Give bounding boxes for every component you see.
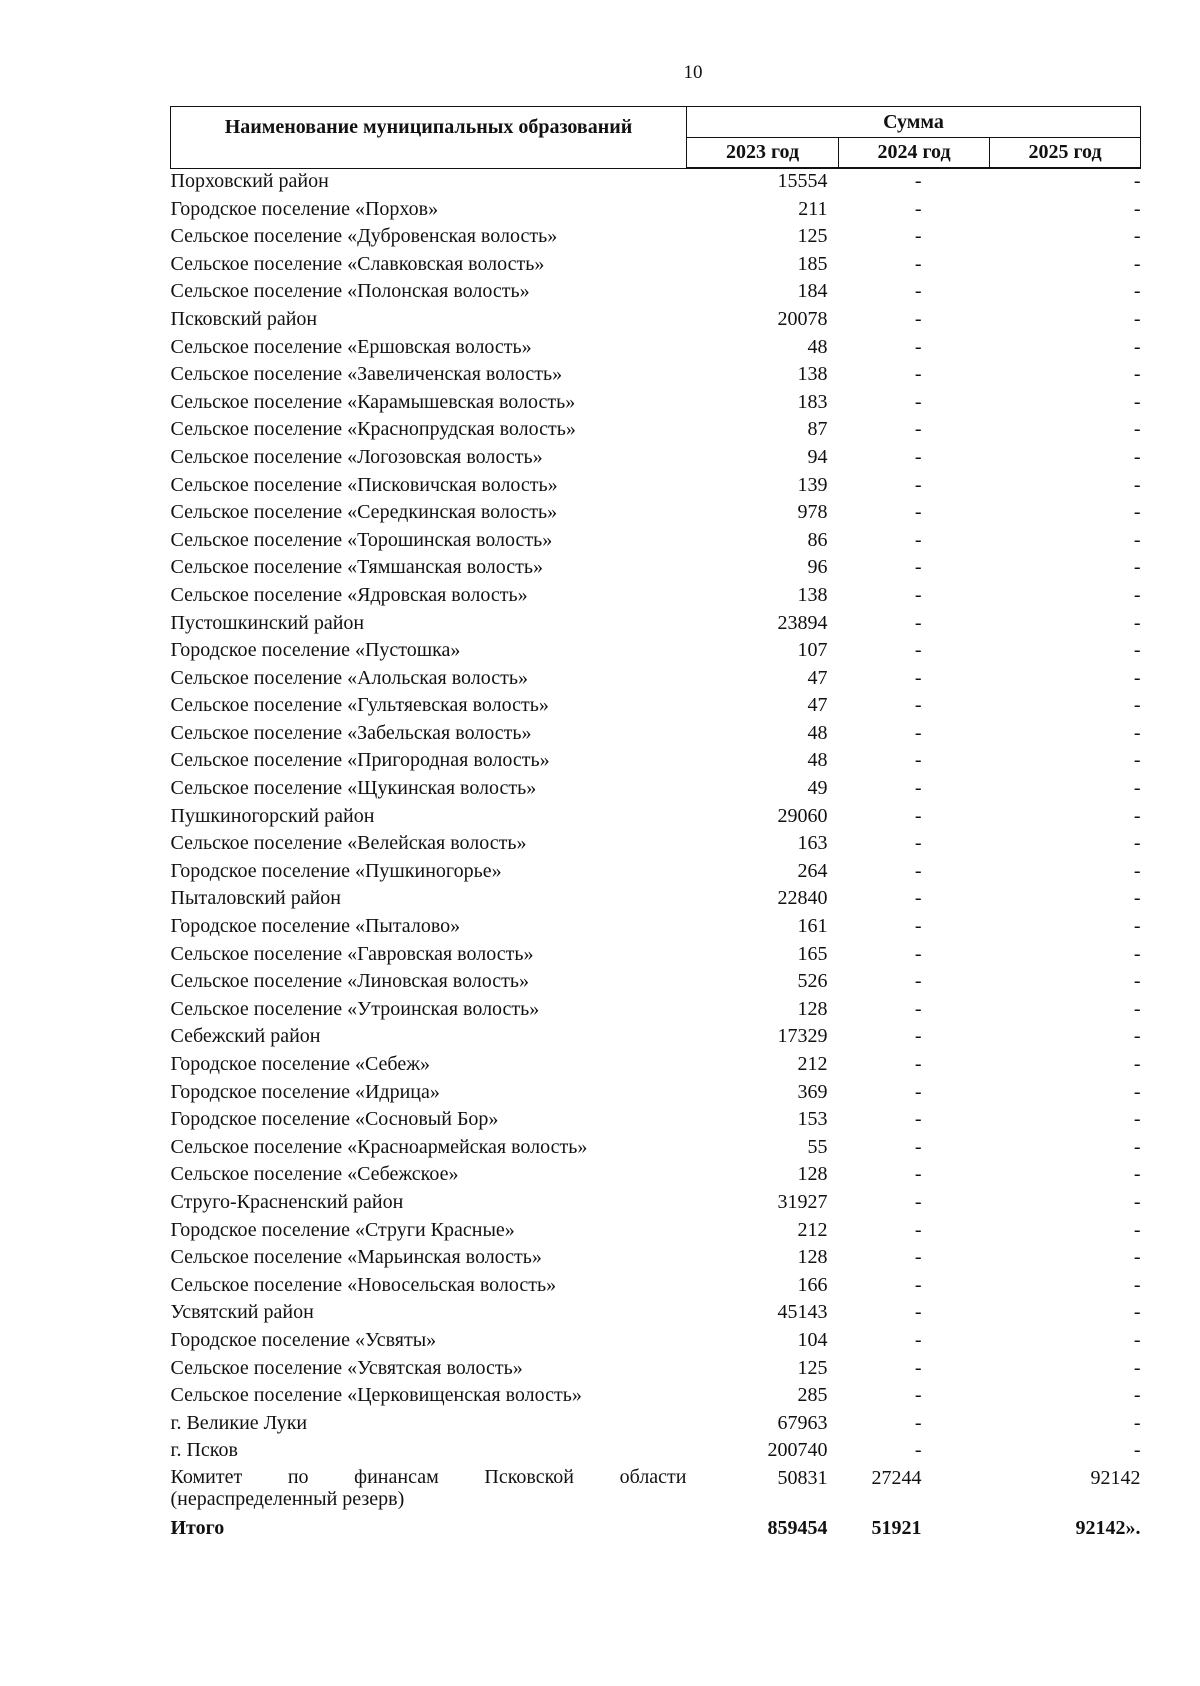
row-name: Сельское поселение «Середкинская волость» (170, 501, 558, 524)
row-name: Сельское поселение «Марьинская волость» (170, 1246, 542, 1269)
row-name: Сельское поселение «Щукинская волость» (170, 777, 537, 800)
header-year-2025: 2025 год (990, 138, 1141, 169)
row-name: Сельское поселение «Велейская волость» (170, 832, 527, 855)
row-value-2024: - (914, 197, 922, 220)
row-value-2023: 165 (797, 942, 828, 965)
committee-value-2024: 27244 (871, 1466, 922, 1489)
row-value-2025: - (1133, 583, 1141, 606)
row-value-2023: 17329 (777, 1025, 828, 1048)
row-value-2023: 29060 (777, 804, 828, 827)
committee-value-2023: 50831 (777, 1466, 828, 1489)
header-year-2023: 2023 год (687, 138, 839, 169)
table-body (171, 168, 1141, 1544)
row-value-2023: 185 (797, 252, 828, 275)
row-name: Сельское поселение «Тямшанская волость» (170, 556, 544, 579)
row-value-2025: - (1133, 777, 1141, 800)
row-value-2024: - (914, 418, 922, 441)
row-value-2023: 107 (797, 639, 828, 662)
row-value-2025: - (1133, 528, 1141, 551)
table-row (171, 500, 1141, 528)
row-value-2025: - (1133, 1135, 1141, 1158)
row-value-2025: - (1133, 942, 1141, 965)
row-value-2025: - (1133, 363, 1141, 386)
header-sum-col: Сумма (687, 107, 1141, 138)
row-value-2024: - (914, 970, 922, 993)
row-value-2025: - (1133, 252, 1141, 275)
committee-name-line1: Комитет по финансам Псковской области (170, 1465, 687, 1488)
row-value-2023: 139 (797, 473, 828, 496)
row-name: Сельское поселение «Писковичская волость» (170, 473, 558, 496)
table-row (171, 362, 1141, 390)
row-value-2025: - (1133, 473, 1141, 496)
total-value-2023: 859454 (767, 1516, 828, 1539)
row-value-2023: 94 (807, 445, 828, 468)
table-row (171, 1383, 1141, 1411)
row-name: Сельское поселение «Пригородная волость» (170, 749, 550, 772)
row-value-2024: - (914, 859, 922, 882)
row-name: Сельское поселение «Красноармейская волость» (170, 1135, 588, 1158)
row-value-2025: - (1133, 915, 1141, 938)
row-value-2024: - (914, 611, 922, 634)
table-row (171, 197, 1141, 225)
table-row (171, 390, 1141, 418)
row-value-2025: - (1133, 997, 1141, 1020)
header-year-2024: 2024 год (839, 138, 990, 169)
row-value-2024: - (914, 942, 922, 965)
row-value-2024: - (914, 721, 922, 744)
table-row (171, 252, 1141, 280)
row-name: Сельское поселение «Алольская волость» (170, 666, 528, 689)
row-name: Сельское поселение «Новосельская волость» (170, 1273, 557, 1296)
row-name: Сельское поселение «Себежское» (170, 1163, 459, 1186)
committee-row (171, 1466, 1141, 1510)
row-value-2024: - (914, 280, 922, 303)
row-value-2024: - (914, 363, 922, 386)
total-value-2024: 51921 (871, 1516, 922, 1539)
row-value-2024: - (914, 473, 922, 496)
table-row (171, 1107, 1141, 1135)
row-value-2023: 86 (807, 528, 828, 551)
table-row (171, 1190, 1141, 1218)
row-value-2025: - (1133, 611, 1141, 634)
row-value-2023: 48 (807, 721, 828, 744)
row-name: г. Псков (170, 1439, 238, 1462)
row-value-2025: - (1133, 694, 1141, 717)
row-value-2023: 48 (807, 335, 828, 358)
row-value-2023: 128 (797, 1246, 828, 1269)
row-value-2024: - (914, 694, 922, 717)
row-name: Городское поселение «Сосновый Бор» (170, 1108, 499, 1131)
row-name: Сельское поселение «Ядровская волость» (170, 583, 528, 606)
table-row (171, 1135, 1141, 1163)
row-value-2023: 47 (807, 694, 828, 717)
row-value-2025: - (1133, 887, 1141, 910)
row-name: Порховский район (170, 169, 329, 192)
row-value-2024: - (914, 1273, 922, 1296)
row-name: Сельское поселение «Карамышевская волость» (170, 390, 576, 413)
table-row (171, 528, 1141, 556)
row-value-2025: - (1133, 749, 1141, 772)
row-value-2025: - (1133, 197, 1141, 220)
row-name: Сельское поселение «Славковская волость» (170, 252, 545, 275)
table-row (171, 1438, 1141, 1466)
row-value-2025: - (1133, 1163, 1141, 1186)
row-value-2025: - (1133, 1025, 1141, 1048)
row-value-2023: 67963 (777, 1411, 828, 1434)
row-value-2023: 104 (797, 1328, 828, 1351)
table-row (171, 307, 1141, 335)
row-value-2024: - (914, 666, 922, 689)
row-value-2024: - (914, 639, 922, 662)
row-value-2023: 978 (797, 501, 828, 524)
row-value-2024: - (914, 997, 922, 1020)
row-value-2024: - (914, 1356, 922, 1379)
table-row (171, 168, 1141, 197)
table-row (171, 279, 1141, 307)
row-value-2025: - (1133, 1439, 1141, 1462)
row-value-2025: - (1133, 501, 1141, 524)
table-row (171, 1162, 1141, 1190)
row-value-2024: - (914, 528, 922, 551)
row-value-2025: - (1133, 1053, 1141, 1075)
table-row (171, 942, 1141, 970)
table-row (171, 611, 1141, 639)
table-row (171, 776, 1141, 804)
row-value-2025: - (1133, 225, 1141, 248)
row-value-2025: - (1133, 445, 1141, 468)
header-name-col: Наименование муниципальных образований (171, 107, 687, 169)
row-name: Сельское поселение «Дубровенская волость» (170, 225, 558, 248)
table-row (171, 1328, 1141, 1356)
row-value-2024: - (914, 583, 922, 606)
row-value-2024: - (914, 335, 922, 358)
row-name: Пустошкинский район (170, 611, 365, 634)
row-value-2023: 48 (807, 749, 828, 772)
row-value-2024: - (914, 804, 922, 827)
row-value-2024: - (914, 1246, 922, 1269)
table-row (171, 335, 1141, 363)
table-row (171, 1024, 1141, 1052)
row-value-2025: - (1133, 1328, 1141, 1351)
row-value-2024: - (914, 556, 922, 579)
table-row (171, 638, 1141, 666)
row-name: Сельское поселение «Линовская волость» (170, 970, 530, 993)
row-value-2024: - (914, 1190, 922, 1213)
table-row (171, 1411, 1141, 1439)
row-value-2024: - (914, 1135, 922, 1158)
row-value-2024: - (914, 1025, 922, 1048)
row-value-2023: 47 (807, 666, 828, 689)
row-value-2024: - (914, 1439, 922, 1462)
row-value-2024: - (914, 307, 922, 330)
table-row (171, 721, 1141, 749)
row-value-2023: 96 (807, 556, 828, 579)
row-value-2023: 264 (797, 859, 828, 882)
row-value-2023: 138 (797, 363, 828, 386)
table-row (171, 1300, 1141, 1328)
committee-row-name (171, 1466, 687, 1510)
row-value-2023: 212 (797, 1218, 828, 1241)
row-value-2023: 49 (807, 777, 828, 800)
table-row (171, 886, 1141, 914)
row-value-2023: 161 (797, 915, 828, 938)
row-value-2025: - (1133, 1411, 1141, 1434)
row-value-2024: - (914, 390, 922, 413)
table-row (171, 555, 1141, 583)
row-value-2023: 212 (797, 1053, 828, 1075)
table-row (171, 831, 1141, 859)
row-name: г. Великие Луки (170, 1411, 308, 1434)
row-value-2023: 125 (797, 225, 828, 248)
row-name: Струго-Красненский район (170, 1190, 404, 1213)
row-name: Сельское поселение «Гавровская волость» (170, 942, 534, 965)
row-name: Сельское поселение «Усвятская волость» (170, 1356, 523, 1379)
table-row (171, 1356, 1141, 1384)
table-row (171, 914, 1141, 942)
row-value-2023: 211 (798, 197, 828, 220)
row-value-2025: - (1133, 280, 1141, 303)
row-value-2023: 153 (797, 1108, 828, 1131)
row-name: Городское поселение «Усвяты» (170, 1328, 437, 1351)
row-value-2023: 138 (797, 583, 828, 606)
row-value-2025: - (1133, 1273, 1141, 1296)
row-value-2023: 125 (797, 1356, 828, 1379)
row-value-2024: - (914, 915, 922, 938)
row-value-2025: - (1133, 1080, 1141, 1103)
table-row (171, 693, 1141, 721)
row-value-2023: 22840 (777, 887, 828, 910)
table-row (171, 1218, 1141, 1246)
committee-name-line2: (нераспределенный резерв) (170, 1487, 405, 1510)
row-value-2025: - (1133, 1218, 1141, 1241)
committee-value-2025: 92142 (1090, 1466, 1141, 1489)
row-value-2023: 15554 (777, 170, 828, 192)
row-value-2023: 87 (807, 418, 828, 441)
row-name: Себежский район (170, 1025, 321, 1048)
row-value-2024: - (914, 170, 922, 192)
table-row (171, 445, 1141, 473)
row-value-2023: 285 (797, 1384, 828, 1407)
row-value-2023: 45143 (777, 1301, 828, 1324)
row-value-2025: - (1133, 1190, 1141, 1213)
table-row (171, 224, 1141, 252)
row-name: Городское поселение «Пыталово» (170, 915, 461, 938)
row-value-2024: - (914, 252, 922, 275)
table-header (171, 107, 1141, 169)
row-value-2025: - (1133, 859, 1141, 882)
row-name: Пушкиногорский район (170, 804, 375, 827)
table-row (171, 997, 1141, 1025)
row-value-2024: - (914, 1163, 922, 1186)
page-number: 10 (683, 62, 703, 83)
row-name: Сельское поселение «Завеличенская волость» (170, 363, 563, 386)
row-value-2025: - (1133, 1356, 1141, 1379)
row-name: Сельское поселение «Утроинская волость» (170, 997, 540, 1020)
row-value-2024: - (914, 1080, 922, 1103)
row-value-2024: - (914, 1053, 922, 1075)
row-value-2025: - (1133, 170, 1141, 192)
row-value-2024: - (914, 1218, 922, 1241)
row-value-2024: - (914, 1384, 922, 1407)
table-row (171, 1052, 1141, 1080)
row-value-2025: - (1133, 335, 1141, 358)
table-row (171, 859, 1141, 887)
row-name: Сельское поселение «Краснопрудская волость» (170, 418, 576, 441)
row-value-2023: 128 (797, 997, 828, 1020)
total-row (171, 1510, 1141, 1544)
table-row (171, 969, 1141, 997)
row-name: Городское поселение «Идрица» (170, 1080, 440, 1103)
row-value-2023: 31927 (777, 1190, 828, 1213)
table-row (171, 804, 1141, 832)
row-value-2024: - (914, 1411, 922, 1434)
row-value-2025: - (1133, 1246, 1141, 1269)
table-row (171, 583, 1141, 611)
total-row-label: Итого (170, 1516, 225, 1539)
row-value-2024: - (914, 887, 922, 910)
row-name: Городское поселение «Пустошка» (170, 639, 461, 662)
row-name: Сельское поселение «Логозовская волость» (170, 445, 543, 468)
row-value-2023: 166 (797, 1273, 828, 1296)
row-value-2023: 184 (797, 280, 828, 303)
row-value-2025: - (1133, 418, 1141, 441)
row-name: Сельское поселение «Гультяевская волость» (170, 694, 549, 717)
row-name: Усвятский район (170, 1301, 314, 1324)
row-value-2023: 55 (807, 1135, 828, 1158)
row-name: Сельское поселение «Забельская волость» (170, 721, 532, 744)
row-value-2023: 23894 (777, 611, 828, 634)
table-row (171, 417, 1141, 445)
table-row (171, 1273, 1141, 1301)
row-value-2024: - (914, 1108, 922, 1131)
row-value-2025: - (1133, 1384, 1141, 1407)
row-value-2025: - (1133, 1108, 1141, 1131)
row-value-2023: 183 (797, 390, 828, 413)
row-value-2023: 20078 (777, 307, 828, 330)
row-name: Псковский район (170, 307, 318, 330)
row-value-2023: 128 (797, 1163, 828, 1186)
row-value-2024: - (914, 777, 922, 800)
row-value-2025: - (1133, 639, 1141, 662)
row-name: Сельское поселение «Ершовская волость» (170, 335, 532, 358)
row-value-2024: - (914, 501, 922, 524)
row-value-2024: - (914, 1301, 922, 1324)
row-value-2024: - (914, 445, 922, 468)
row-value-2024: - (914, 749, 922, 772)
row-value-2025: - (1133, 390, 1141, 413)
row-value-2024: - (914, 832, 922, 855)
row-name: Сельское поселение «Полонская волость» (170, 280, 530, 303)
table-row (171, 748, 1141, 776)
row-value-2025: - (1133, 804, 1141, 827)
row-name: Сельское поселение «Церковищенская волость» (170, 1384, 582, 1407)
row-value-2023: 369 (797, 1080, 828, 1103)
table-row (171, 473, 1141, 501)
row-name: Городское поселение «Себеж» (170, 1053, 431, 1075)
row-value-2025: - (1133, 970, 1141, 993)
row-name: Пыталовский район (170, 887, 342, 910)
row-value-2025: - (1133, 666, 1141, 689)
row-value-2023: 200740 (767, 1439, 828, 1462)
table-row (171, 666, 1141, 694)
row-value-2024: - (914, 225, 922, 248)
total-value-2025: 92142». (1075, 1516, 1141, 1539)
row-name: Городское поселение «Пушкиногорье» (170, 859, 502, 882)
row-name: Сельское поселение «Торошинская волость» (170, 528, 553, 551)
row-value-2025: - (1133, 721, 1141, 744)
row-value-2025: - (1133, 832, 1141, 855)
row-value-2025: - (1133, 556, 1141, 579)
allocation-table (170, 106, 1141, 1544)
table-row (171, 1080, 1141, 1108)
row-value-2025: - (1133, 307, 1141, 330)
row-value-2023: 163 (797, 832, 828, 855)
row-name: Городское поселение «Порхов» (170, 197, 439, 220)
row-name: Городское поселение «Струги Красные» (170, 1218, 515, 1241)
row-value-2023: 526 (797, 970, 828, 993)
row-value-2025: - (1133, 1301, 1141, 1324)
table-row (171, 1245, 1141, 1273)
row-value-2024: - (914, 1328, 922, 1351)
